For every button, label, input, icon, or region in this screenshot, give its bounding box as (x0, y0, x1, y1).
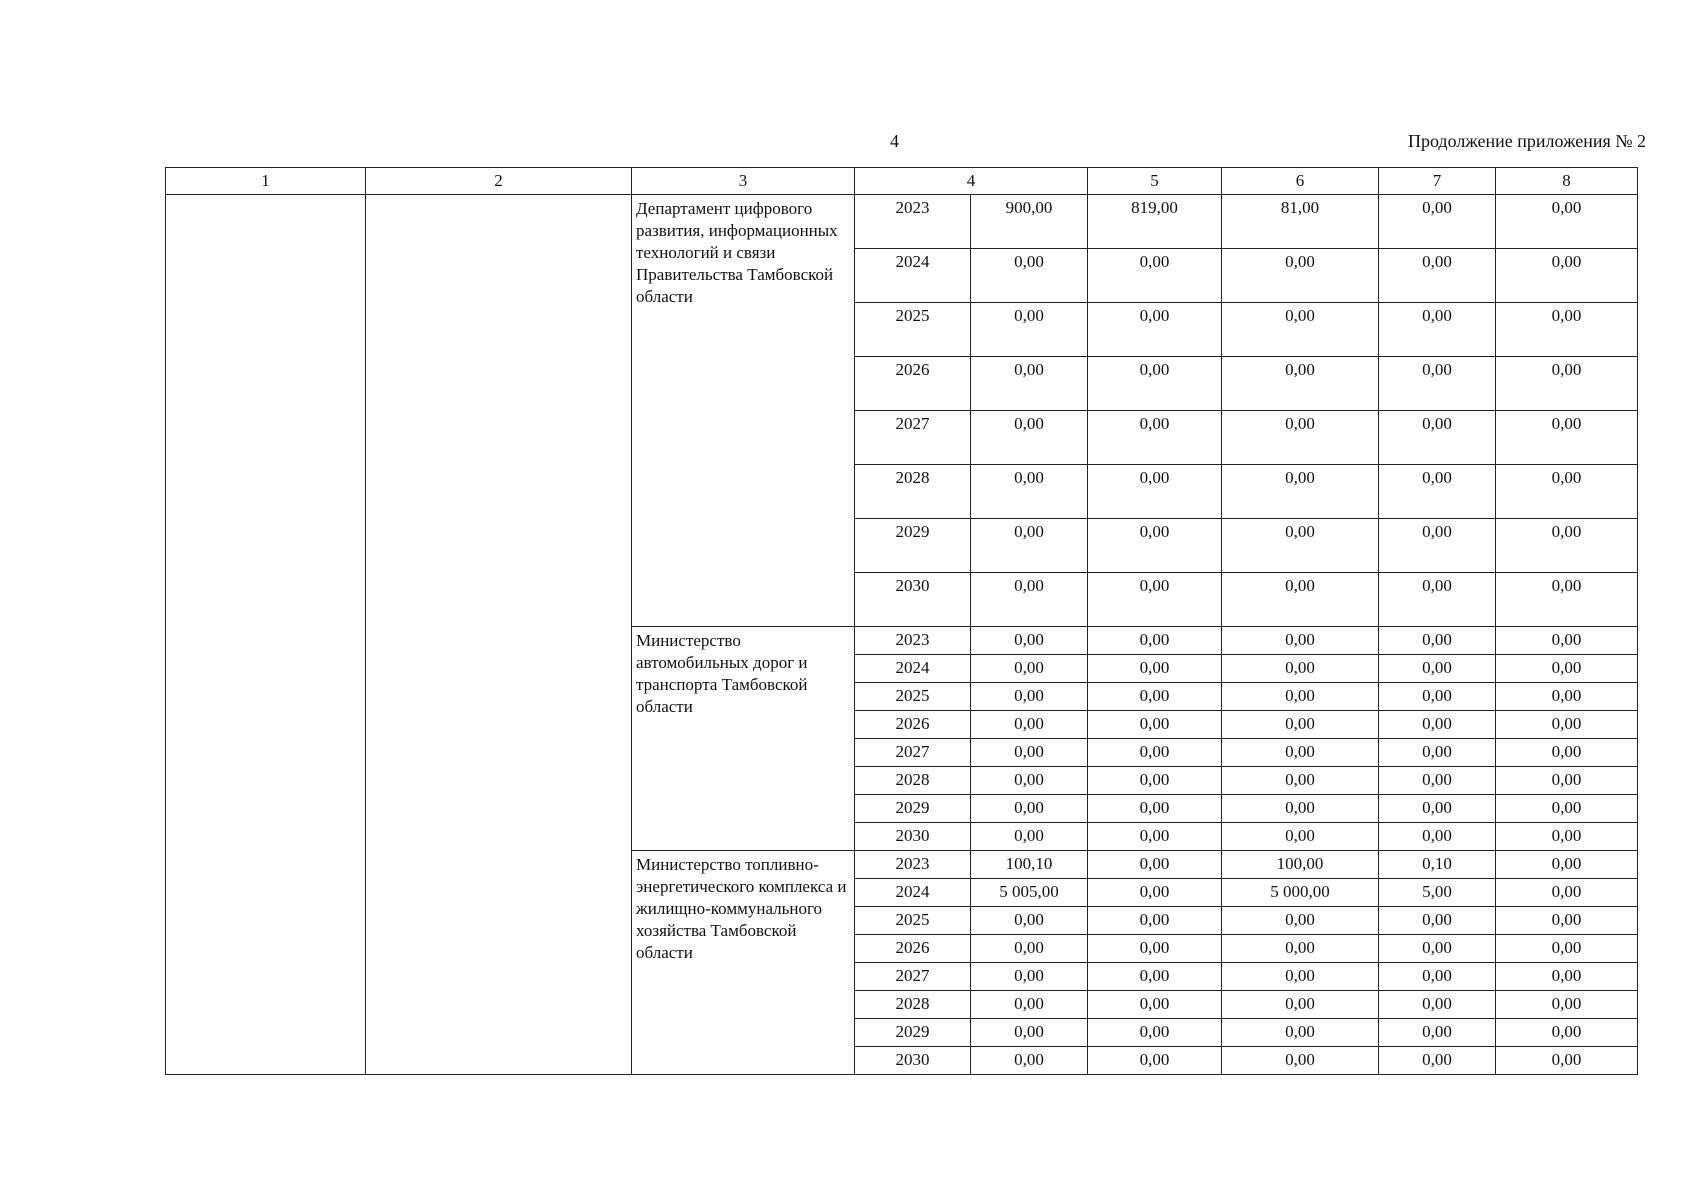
year-cell: 2028 (855, 767, 971, 795)
amount-cell: 0,00 (1088, 357, 1222, 411)
amount-cell: 0,00 (1222, 573, 1379, 627)
amount-cell: 0,00 (1496, 711, 1638, 739)
amount-cell: 0,00 (1088, 411, 1222, 465)
col-header-8: 8 (1496, 168, 1638, 195)
year-cell: 2024 (855, 249, 971, 303)
amount-cell: 0,00 (1496, 1019, 1638, 1047)
amount-cell: 0,00 (1379, 249, 1496, 303)
organization-name: Департамент цифрового развития, информационных технологий и связи Правительства Тамбовской области (632, 195, 855, 627)
amount-cell: 0,00 (1222, 519, 1379, 573)
amount-cell: 0,00 (971, 795, 1088, 823)
amount-cell: 0,00 (1088, 739, 1222, 767)
amount-cell: 0,00 (1222, 767, 1379, 795)
amount-cell: 0,00 (971, 963, 1088, 991)
amount-cell: 0,00 (1222, 683, 1379, 711)
col-header-4: 4 (855, 168, 1088, 195)
amount-cell: 100,00 (1222, 851, 1379, 879)
amount-cell: 0,00 (971, 683, 1088, 711)
year-cell: 2024 (855, 655, 971, 683)
amount-cell: 5 000,00 (1222, 879, 1379, 907)
amount-cell: 0,00 (1379, 823, 1496, 851)
amount-cell: 0,00 (1379, 739, 1496, 767)
amount-cell: 0,10 (1379, 851, 1496, 879)
amount-cell: 0,00 (1379, 935, 1496, 963)
amount-cell: 0,00 (971, 935, 1088, 963)
year-cell: 2029 (855, 1019, 971, 1047)
amount-cell: 0,00 (1496, 739, 1638, 767)
amount-cell: 0,00 (971, 303, 1088, 357)
amount-cell: 0,00 (1088, 519, 1222, 573)
amount-cell: 0,00 (1379, 357, 1496, 411)
amount-cell: 5,00 (1379, 879, 1496, 907)
amount-cell: 0,00 (1222, 795, 1379, 823)
amount-cell: 0,00 (971, 711, 1088, 739)
amount-cell: 0,00 (1088, 573, 1222, 627)
year-cell: 2023 (855, 851, 971, 879)
year-cell: 2023 (855, 195, 971, 249)
amount-cell: 0,00 (1088, 879, 1222, 907)
amount-cell: 0,00 (1379, 573, 1496, 627)
amount-cell: 0,00 (1496, 655, 1638, 683)
amount-cell: 0,00 (1088, 991, 1222, 1019)
year-cell: 2025 (855, 683, 971, 711)
amount-cell: 0,00 (1496, 627, 1638, 655)
amount-cell: 0,00 (1496, 573, 1638, 627)
organization-name: Министерство автомобильных дорог и транспорта Тамбовской области (632, 627, 855, 851)
amount-cell: 0,00 (1379, 195, 1496, 249)
year-cell: 2028 (855, 991, 971, 1019)
amount-cell: 0,00 (1379, 627, 1496, 655)
amount-cell: 0,00 (1222, 1047, 1379, 1075)
amount-cell: 0,00 (1379, 303, 1496, 357)
amount-cell: 0,00 (971, 739, 1088, 767)
column-number-row (166, 168, 1638, 195)
amount-cell: 0,00 (1379, 683, 1496, 711)
amount-cell: 81,00 (1222, 195, 1379, 249)
amount-cell: 0,00 (1496, 991, 1638, 1019)
year-cell: 2024 (855, 879, 971, 907)
amount-cell: 0,00 (1379, 991, 1496, 1019)
year-cell: 2027 (855, 739, 971, 767)
amount-cell: 0,00 (1379, 767, 1496, 795)
amount-cell: 0,00 (1088, 1019, 1222, 1047)
amount-cell: 0,00 (1379, 1047, 1496, 1075)
amount-cell: 0,00 (1496, 249, 1638, 303)
amount-cell: 0,00 (1222, 465, 1379, 519)
amount-cell: 0,00 (971, 767, 1088, 795)
col2-cell (366, 195, 632, 1075)
amount-cell: 0,00 (1222, 963, 1379, 991)
amount-cell: 0,00 (1222, 991, 1379, 1019)
amount-cell: 0,00 (1222, 249, 1379, 303)
col-header-3: 3 (632, 168, 855, 195)
amount-cell: 0,00 (1496, 935, 1638, 963)
amount-cell: 0,00 (1222, 357, 1379, 411)
amount-cell: 0,00 (1379, 519, 1496, 573)
amount-cell: 0,00 (1222, 907, 1379, 935)
col-header-1: 1 (166, 168, 366, 195)
col-header-2: 2 (366, 168, 632, 195)
amount-cell: 0,00 (971, 991, 1088, 1019)
amount-cell: 0,00 (1496, 519, 1638, 573)
year-cell: 2030 (855, 823, 971, 851)
amount-cell: 100,10 (971, 851, 1088, 879)
amount-cell: 0,00 (1088, 627, 1222, 655)
amount-cell: 0,00 (1222, 711, 1379, 739)
amount-cell: 0,00 (1379, 411, 1496, 465)
amount-cell: 0,00 (1222, 303, 1379, 357)
amount-cell: 0,00 (1088, 907, 1222, 935)
amount-cell: 0,00 (1496, 795, 1638, 823)
amount-cell: 0,00 (971, 823, 1088, 851)
amount-cell: 0,00 (971, 249, 1088, 303)
amount-cell: 819,00 (1088, 195, 1222, 249)
amount-cell: 0,00 (1496, 357, 1638, 411)
amount-cell: 900,00 (971, 195, 1088, 249)
amount-cell: 0,00 (971, 1019, 1088, 1047)
amount-cell: 0,00 (971, 907, 1088, 935)
amount-cell: 0,00 (1088, 683, 1222, 711)
year-cell: 2029 (855, 795, 971, 823)
amount-cell: 0,00 (1496, 907, 1638, 935)
amount-cell: 0,00 (971, 1047, 1088, 1075)
amount-cell: 0,00 (971, 357, 1088, 411)
amount-cell: 0,00 (1379, 963, 1496, 991)
budget-table (165, 167, 1638, 1075)
amount-cell: 0,00 (1379, 655, 1496, 683)
year-cell: 2026 (855, 711, 971, 739)
amount-cell: 0,00 (1088, 963, 1222, 991)
organization-name: Министерство топливно-энергетического комплекса и жилищно-коммунального хозяйства Тамбовской области (632, 851, 855, 1075)
amount-cell: 0,00 (1222, 411, 1379, 465)
amount-cell: 0,00 (1088, 655, 1222, 683)
year-cell: 2026 (855, 357, 971, 411)
amount-cell: 0,00 (1496, 767, 1638, 795)
amount-cell: 0,00 (1379, 711, 1496, 739)
amount-cell: 0,00 (971, 627, 1088, 655)
amount-cell: 0,00 (1222, 739, 1379, 767)
amount-cell: 0,00 (971, 519, 1088, 573)
amount-cell: 0,00 (1496, 303, 1638, 357)
amount-cell: 0,00 (1379, 1019, 1496, 1047)
col-header-7: 7 (1379, 168, 1496, 195)
amount-cell: 0,00 (1088, 249, 1222, 303)
amount-cell: 0,00 (1496, 411, 1638, 465)
amount-cell: 5 005,00 (971, 879, 1088, 907)
amount-cell: 0,00 (1088, 465, 1222, 519)
amount-cell: 0,00 (1088, 851, 1222, 879)
year-cell: 2030 (855, 573, 971, 627)
amount-cell: 0,00 (1088, 711, 1222, 739)
amount-cell: 0,00 (1496, 851, 1638, 879)
year-cell: 2027 (855, 963, 971, 991)
amount-cell: 0,00 (1496, 879, 1638, 907)
year-cell: 2025 (855, 303, 971, 357)
col-header-5: 5 (1088, 168, 1222, 195)
appendix-label: Продолжение приложения № 2 (1407, 131, 1646, 151)
amount-cell: 0,00 (1496, 465, 1638, 519)
amount-cell: 0,00 (1496, 1047, 1638, 1075)
amount-cell: 0,00 (1379, 465, 1496, 519)
amount-cell: 0,00 (1088, 767, 1222, 795)
amount-cell: 0,00 (1496, 683, 1638, 711)
page-number: 4 (890, 131, 899, 151)
amount-cell: 0,00 (1088, 303, 1222, 357)
amount-cell: 0,00 (971, 411, 1088, 465)
year-cell: 2025 (855, 907, 971, 935)
amount-cell: 0,00 (1088, 935, 1222, 963)
year-cell: 2027 (855, 411, 971, 465)
amount-cell: 0,00 (1222, 655, 1379, 683)
table-row (166, 195, 1638, 249)
year-cell: 2023 (855, 627, 971, 655)
amount-cell: 0,00 (1088, 823, 1222, 851)
amount-cell: 0,00 (1379, 907, 1496, 935)
amount-cell: 0,00 (1496, 195, 1638, 249)
amount-cell: 0,00 (971, 655, 1088, 683)
amount-cell: 0,00 (1088, 795, 1222, 823)
table-body (166, 195, 1638, 1075)
year-cell: 2029 (855, 519, 971, 573)
amount-cell: 0,00 (1222, 1019, 1379, 1047)
col-header-6: 6 (1222, 168, 1379, 195)
amount-cell: 0,00 (1222, 627, 1379, 655)
amount-cell: 0,00 (1222, 823, 1379, 851)
amount-cell: 0,00 (1379, 795, 1496, 823)
year-cell: 2026 (855, 935, 971, 963)
year-cell: 2030 (855, 1047, 971, 1075)
amount-cell: 0,00 (971, 465, 1088, 519)
amount-cell: 0,00 (1088, 1047, 1222, 1075)
amount-cell: 0,00 (1496, 963, 1638, 991)
amount-cell: 0,00 (1222, 935, 1379, 963)
col1-cell (166, 195, 366, 1075)
amount-cell: 0,00 (971, 573, 1088, 627)
amount-cell: 0,00 (1496, 823, 1638, 851)
year-cell: 2028 (855, 465, 971, 519)
